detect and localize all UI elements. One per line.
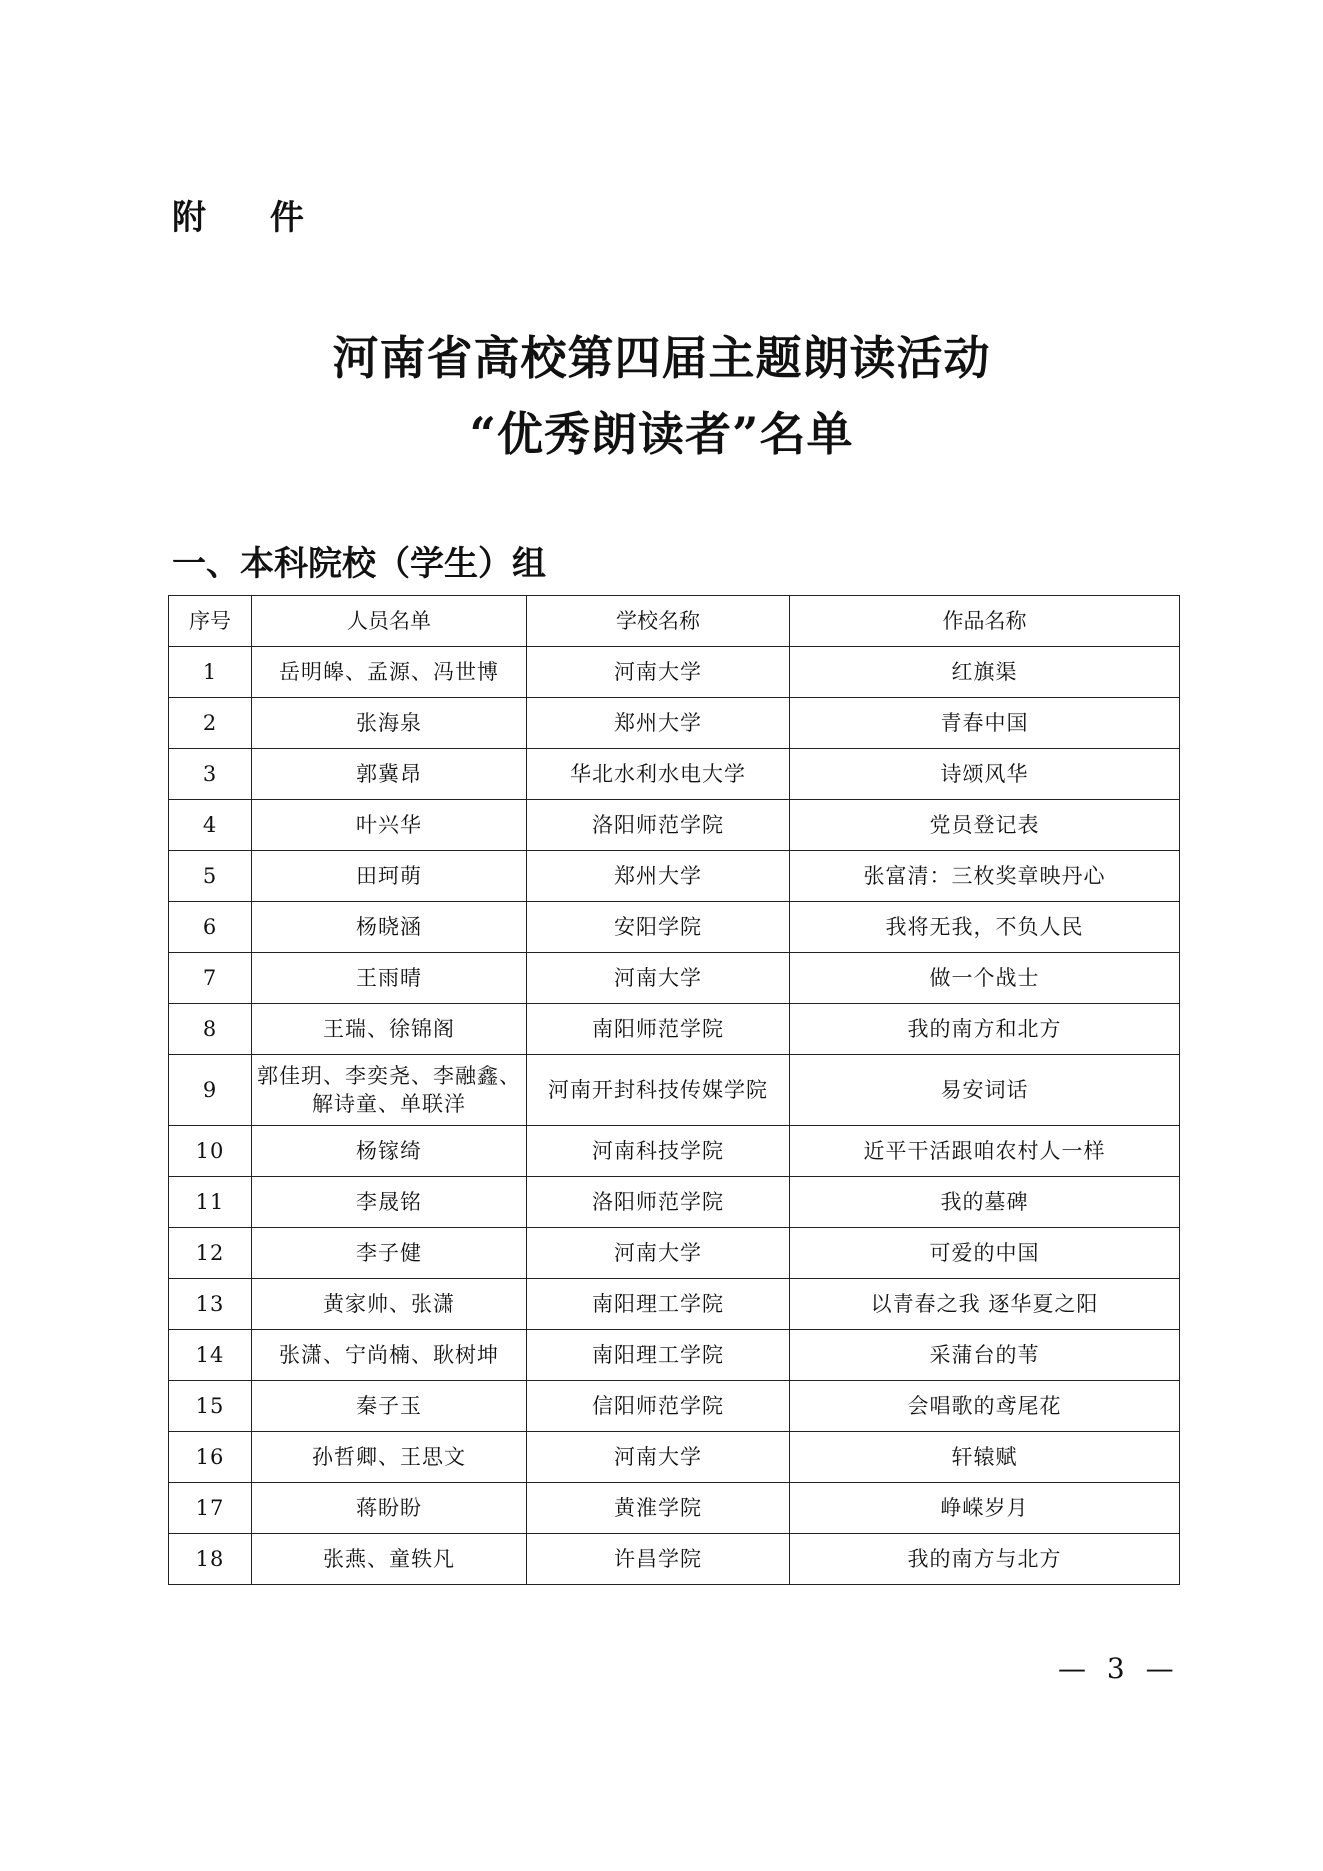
cell-number: 8: [169, 1004, 252, 1055]
cell-people: 张燕、童轶凡: [252, 1534, 527, 1585]
table-body: [169, 647, 1180, 1585]
header-work: 作品名称: [790, 596, 1180, 647]
cell-work: 青春中国: [790, 698, 1180, 749]
table-row: [169, 1055, 1180, 1126]
cell-school: 洛阳师范学院: [527, 1177, 790, 1228]
cell-work: 诗颂风华: [790, 749, 1180, 800]
table-row: [169, 647, 1180, 698]
cell-people: 蒋盼盼: [252, 1483, 527, 1534]
cell-people: 叶兴华: [252, 800, 527, 851]
page-number: — 3 —: [1058, 1652, 1180, 1685]
table-row: [169, 851, 1180, 902]
cell-work: 红旗渠: [790, 647, 1180, 698]
cell-school: 河南大学: [527, 953, 790, 1004]
cell-work: 我的南方与北方: [790, 1534, 1180, 1585]
cell-school: 河南科技学院: [527, 1126, 790, 1177]
table-row: [169, 800, 1180, 851]
cell-number: 10: [169, 1126, 252, 1177]
cell-number: 17: [169, 1483, 252, 1534]
cell-people: 李子健: [252, 1228, 527, 1279]
section-heading: 一、本科院校（学生）组: [172, 544, 546, 584]
cell-people: 张海泉: [252, 698, 527, 749]
cell-school: 洛阳师范学院: [527, 800, 790, 851]
cell-people: 田珂萌: [252, 851, 527, 902]
cell-school: 信阳师范学院: [527, 1381, 790, 1432]
cell-school: 南阳理工学院: [527, 1279, 790, 1330]
cell-work: 以青春之我 逐华夏之阳: [790, 1279, 1180, 1330]
cell-people: 孙哲卿、王思文: [252, 1432, 527, 1483]
table-row: [169, 1279, 1180, 1330]
table-row: [169, 1126, 1180, 1177]
cell-school: 黄淮学院: [527, 1483, 790, 1534]
cell-school: 郑州大学: [527, 851, 790, 902]
table-row: [169, 1177, 1180, 1228]
cell-school: 郑州大学: [527, 698, 790, 749]
table-row: [169, 749, 1180, 800]
cell-number: 18: [169, 1534, 252, 1585]
cell-people: 黄家帅、张潇: [252, 1279, 527, 1330]
cell-work: 张富清：三枚奖章映丹心: [790, 851, 1180, 902]
cell-number: 2: [169, 698, 252, 749]
cell-number: 11: [169, 1177, 252, 1228]
cell-people: 郭冀昂: [252, 749, 527, 800]
cell-school: 河南大学: [527, 1432, 790, 1483]
cell-school: 河南开封科技传媒学院: [527, 1055, 790, 1126]
table-row: [169, 1483, 1180, 1534]
cell-school: 华北水利水电大学: [527, 749, 790, 800]
table-header-row: [169, 596, 1180, 647]
table-row: [169, 902, 1180, 953]
cell-work: 易安词话: [790, 1055, 1180, 1126]
table-row: [169, 1432, 1180, 1483]
cell-people: 杨晓涵: [252, 902, 527, 953]
cell-number: 14: [169, 1330, 252, 1381]
cell-work: 我的南方和北方: [790, 1004, 1180, 1055]
document-title-line1: 河南省高校第四届主题朗读活动: [332, 331, 991, 385]
cell-work: 采蒲台的苇: [790, 1330, 1180, 1381]
cell-school: 南阳理工学院: [527, 1330, 790, 1381]
cell-work: 轩辕赋: [790, 1432, 1180, 1483]
attachment-label: 附 件: [172, 198, 330, 238]
cell-number: 16: [169, 1432, 252, 1483]
cell-work: 会唱歌的鸢尾花: [790, 1381, 1180, 1432]
cell-people: 王瑞、徐锦阁: [252, 1004, 527, 1055]
table-row: [169, 1330, 1180, 1381]
cell-school: 南阳师范学院: [527, 1004, 790, 1055]
cell-work: 党员登记表: [790, 800, 1180, 851]
cell-number: 13: [169, 1279, 252, 1330]
table-row: [169, 1534, 1180, 1585]
cell-people: 李晟铭: [252, 1177, 527, 1228]
cell-number: 15: [169, 1381, 252, 1432]
cell-work: 可爱的中国: [790, 1228, 1180, 1279]
cell-work: 近平干活跟咱农村人一样: [790, 1126, 1180, 1177]
roster-table: [168, 595, 1180, 1585]
cell-number: 12: [169, 1228, 252, 1279]
document-title-line2: “优秀朗读者”名单: [469, 407, 854, 461]
cell-people: 郭佳玥、李奕尧、李融鑫、 解诗童、单联洋: [252, 1055, 527, 1126]
cell-number: 3: [169, 749, 252, 800]
cell-number: 7: [169, 953, 252, 1004]
cell-people: 张潇、宁尚楠、耿树坤: [252, 1330, 527, 1381]
cell-work: 峥嵘岁月: [790, 1483, 1180, 1534]
cell-people: 岳明皞、孟源、冯世博: [252, 647, 527, 698]
table-row: [169, 1228, 1180, 1279]
table-row: [169, 953, 1180, 1004]
cell-school: 河南大学: [527, 647, 790, 698]
cell-school: 安阳学院: [527, 902, 790, 953]
table-row: [169, 698, 1180, 749]
header-people: 人员名单: [252, 596, 527, 647]
cell-people: 杨镓绮: [252, 1126, 527, 1177]
cell-number: 4: [169, 800, 252, 851]
cell-number: 6: [169, 902, 252, 953]
cell-work: 我的墓碑: [790, 1177, 1180, 1228]
cell-work: 做一个战士: [790, 953, 1180, 1004]
table-row: [169, 1004, 1180, 1055]
table-row: [169, 1381, 1180, 1432]
cell-people: 秦子玉: [252, 1381, 527, 1432]
cell-school: 河南大学: [527, 1228, 790, 1279]
cell-number: 5: [169, 851, 252, 902]
cell-school: 许昌学院: [527, 1534, 790, 1585]
header-school: 学校名称: [527, 596, 790, 647]
cell-number: 1: [169, 647, 252, 698]
cell-number: 9: [169, 1055, 252, 1126]
cell-work: 我将无我，不负人民: [790, 902, 1180, 953]
header-number: 序号: [169, 596, 252, 647]
cell-people: 王雨晴: [252, 953, 527, 1004]
